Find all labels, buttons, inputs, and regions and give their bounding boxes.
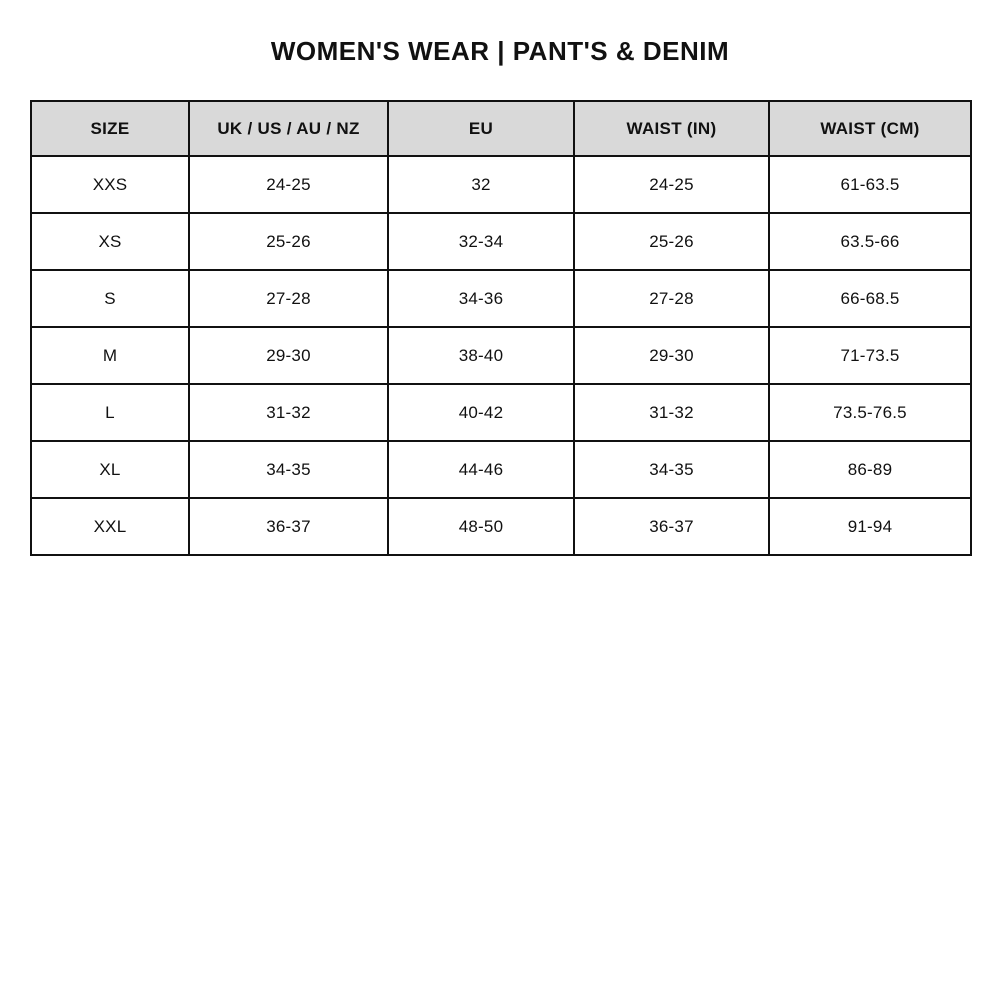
cell-waist-cm: 86-89 <box>769 441 971 498</box>
header-waist-cm: WAIST (CM) <box>769 101 971 156</box>
cell-eu: 48-50 <box>388 498 574 555</box>
cell-eu: 38-40 <box>388 327 574 384</box>
cell-eu: 40-42 <box>388 384 574 441</box>
header-uk-us-au-nz: UK / US / AU / NZ <box>189 101 388 156</box>
cell-eu: 32 <box>388 156 574 213</box>
cell-eu: 44-46 <box>388 441 574 498</box>
header-eu: EU <box>388 101 574 156</box>
cell-waist-cm: 63.5-66 <box>769 213 971 270</box>
cell-size: XL <box>31 441 189 498</box>
cell-waist-in: 31-32 <box>574 384 769 441</box>
cell-waist-cm: 73.5-76.5 <box>769 384 971 441</box>
cell-waist-in: 36-37 <box>574 498 769 555</box>
cell-uk-us-au-nz: 29-30 <box>189 327 388 384</box>
cell-eu: 34-36 <box>388 270 574 327</box>
table-row <box>31 270 971 327</box>
table-row <box>31 213 971 270</box>
header-waist-in: WAIST (IN) <box>574 101 769 156</box>
table-row <box>31 441 971 498</box>
cell-uk-us-au-nz: 36-37 <box>189 498 388 555</box>
size-chart-table <box>30 100 972 556</box>
cell-uk-us-au-nz: 27-28 <box>189 270 388 327</box>
cell-waist-cm: 91-94 <box>769 498 971 555</box>
cell-waist-cm: 66-68.5 <box>769 270 971 327</box>
page-title: WOMEN'S WEAR | PANT'S & DENIM <box>270 36 730 66</box>
cell-size: S <box>31 270 189 327</box>
cell-waist-in: 27-28 <box>574 270 769 327</box>
header-size: SIZE <box>31 101 189 156</box>
cell-size: L <box>31 384 189 441</box>
cell-uk-us-au-nz: 34-35 <box>189 441 388 498</box>
cell-waist-cm: 71-73.5 <box>769 327 971 384</box>
cell-waist-in: 29-30 <box>574 327 769 384</box>
cell-waist-in: 34-35 <box>574 441 769 498</box>
cell-waist-in: 25-26 <box>574 213 769 270</box>
cell-uk-us-au-nz: 24-25 <box>189 156 388 213</box>
table-row <box>31 384 971 441</box>
cell-waist-in: 24-25 <box>574 156 769 213</box>
cell-eu: 32-34 <box>388 213 574 270</box>
cell-uk-us-au-nz: 31-32 <box>189 384 388 441</box>
cell-size: XS <box>31 213 189 270</box>
table-row <box>31 156 971 213</box>
table-row <box>31 327 971 384</box>
cell-size: XXS <box>31 156 189 213</box>
table-header-row <box>31 101 971 156</box>
table-row <box>31 498 971 555</box>
cell-size: M <box>31 327 189 384</box>
cell-size: XXL <box>31 498 189 555</box>
cell-waist-cm: 61-63.5 <box>769 156 971 213</box>
cell-uk-us-au-nz: 25-26 <box>189 213 388 270</box>
